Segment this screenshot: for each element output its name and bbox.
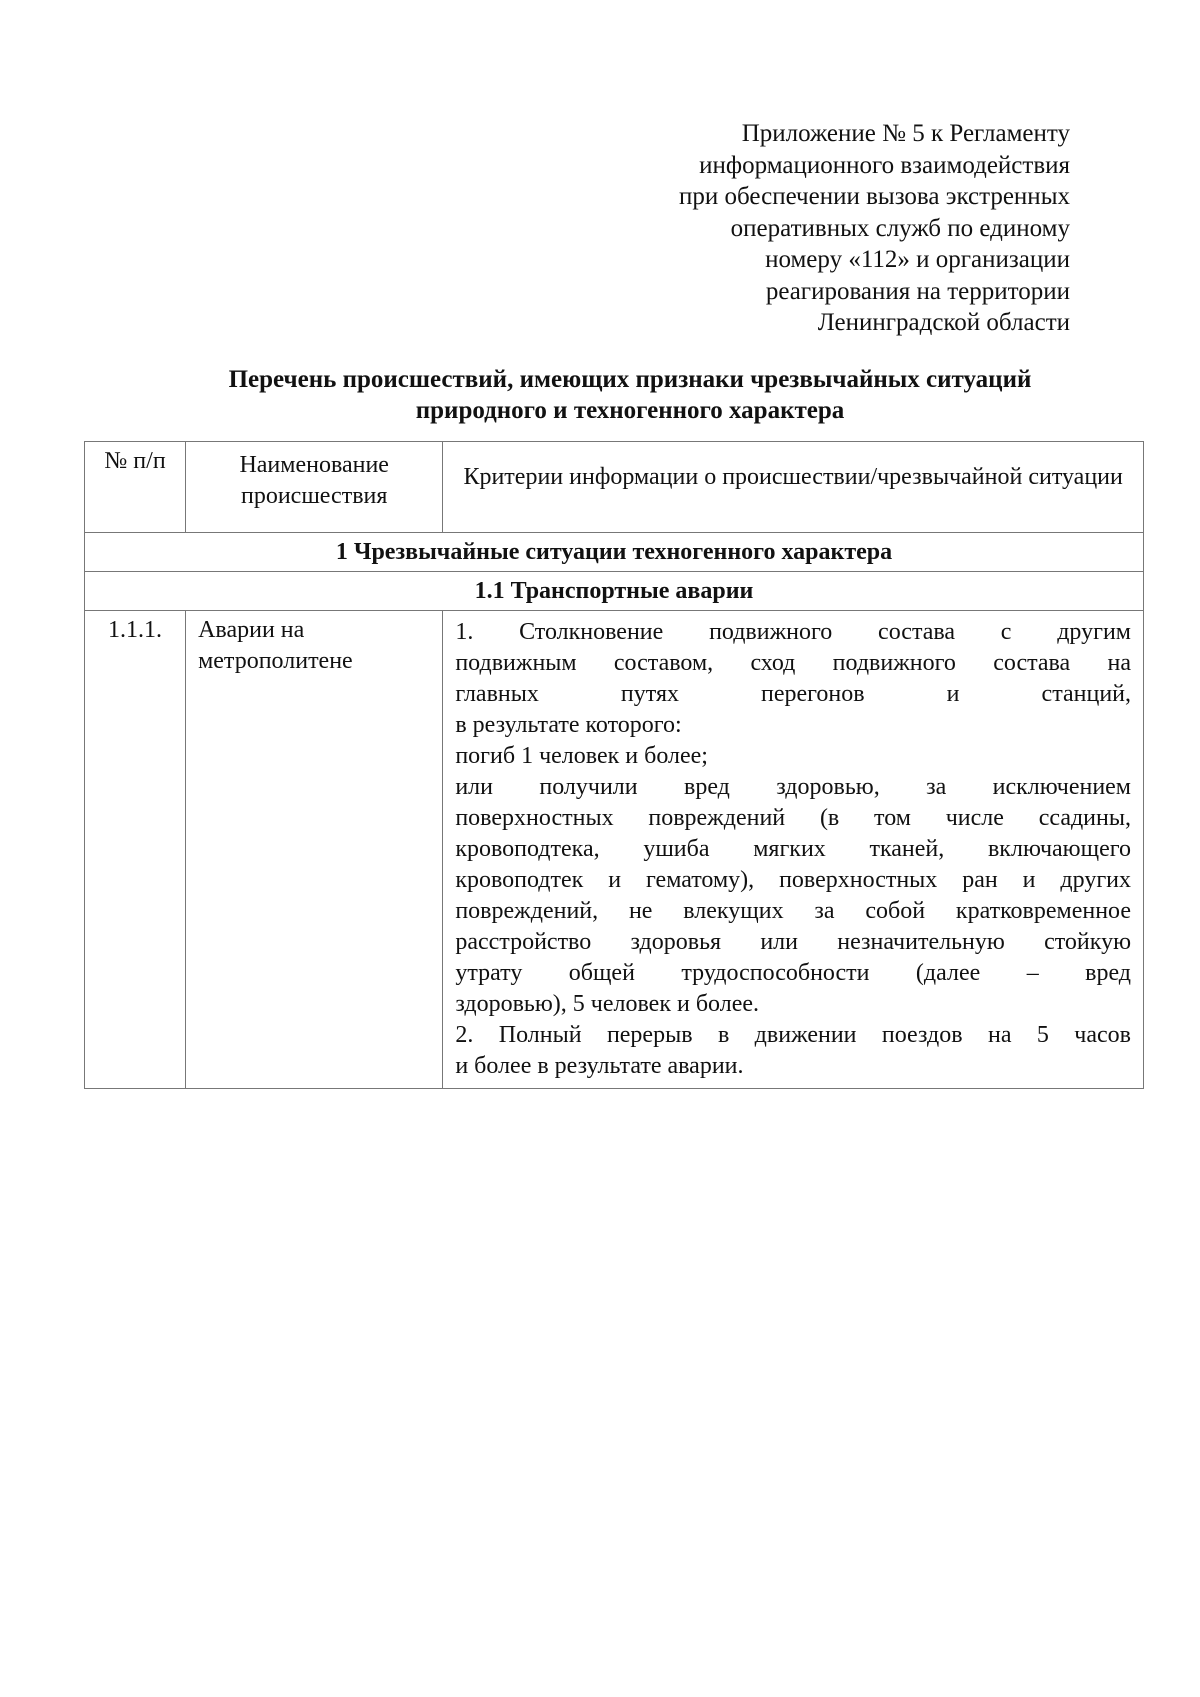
incidents-table [84, 441, 1144, 1089]
title-line-1: Перечень происшествий, имеющих признаки чрезвычайных ситуаций [228, 366, 1032, 393]
row-name: Аварии на метрополитене [186, 611, 443, 1089]
section-title: 1 Чрезвычайные ситуации техногенного характера [85, 533, 1144, 572]
criteria-line: 1. Столкновение подвижного состава с другим [455, 619, 1131, 645]
criteria-line: подвижным составом, сход подвижного состава на [455, 650, 1131, 676]
criteria-line: 2. Полный перерыв в движении поездов на 5 часов [455, 1022, 1131, 1048]
criteria-line: поверхностных повреждений (в том числе ссадины, [455, 805, 1131, 831]
appendix-note [550, 118, 1070, 339]
criteria-line: главных путях перегонов и станций, [455, 681, 1131, 707]
appendix-line: Ленинградской области [817, 309, 1070, 336]
header-criteria: Критерии информации о происшествии/чрезвычайной ситуации [443, 442, 1144, 533]
header-number: № п/п [85, 442, 186, 533]
appendix-line: информационного взаимодействия [699, 151, 1070, 179]
criteria-line: утрату общей трудоспособности (далее – вред [455, 960, 1131, 986]
criteria-line: и более в результате аварии. [455, 1053, 744, 1079]
criteria-line: кровоподтек и гематому), поверхностных ран и других [455, 867, 1131, 893]
appendix-line: Приложение № 5 к Регламенту [741, 120, 1070, 147]
criteria-line: или получили вред здоровью, за исключением [455, 774, 1131, 800]
appendix-line: реагирования на территории [765, 277, 1070, 305]
title-line-2: природного и техногенного характера [415, 397, 845, 424]
appendix-line: номеру «112» и организации [765, 246, 1070, 273]
row-criteria [443, 611, 1144, 1089]
row-number: 1.1.1. [85, 611, 186, 1089]
criteria-line: здоровью), 5 человек и более. [455, 991, 760, 1017]
table-row [85, 611, 1144, 1089]
document-title [170, 364, 1090, 426]
criteria-line: в результате которого: [455, 712, 682, 738]
criteria-line: кровоподтека, ушиба мягких тканей, включающего [455, 836, 1131, 862]
section-row [85, 533, 1144, 572]
appendix-line: при обеспечении вызова экстренных [678, 183, 1070, 210]
table-header-row [85, 442, 1144, 533]
appendix-line: оперативных служб по единому [730, 214, 1070, 242]
criteria-line: повреждений, не влекущих за собой кратковременное [455, 898, 1131, 924]
subsection-row [85, 572, 1144, 611]
subsection-title: 1.1 Транспортные аварии [85, 572, 1144, 611]
header-name: Наименование происшествия [186, 442, 443, 533]
criteria-line: расстройство здоровья или незначительную стойкую [455, 929, 1131, 955]
criteria-line: погиб 1 человек и более; [455, 743, 708, 769]
